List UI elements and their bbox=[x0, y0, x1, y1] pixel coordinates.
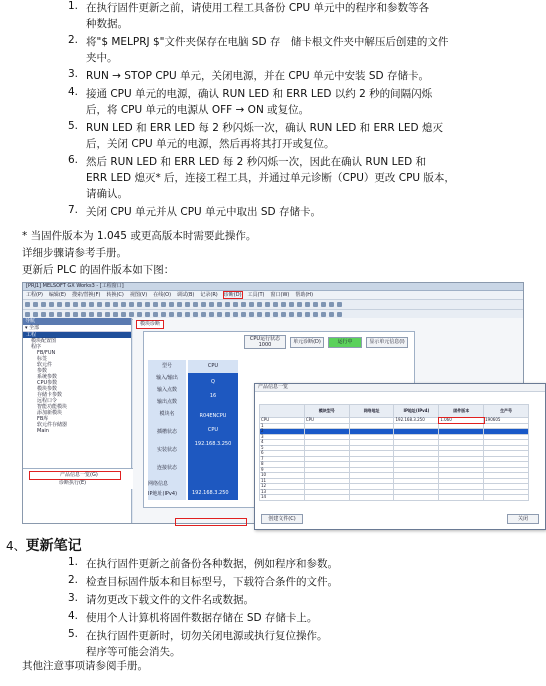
toolbar-icon[interactable] bbox=[41, 302, 46, 307]
toolbar-icon[interactable] bbox=[73, 302, 78, 307]
table-header: 固件版本 bbox=[439, 405, 484, 418]
show-unit-info-button[interactable]: 显示单元信息(I) bbox=[366, 337, 408, 348]
toolbar-icon[interactable] bbox=[57, 302, 62, 307]
toolbar-icon[interactable] bbox=[49, 302, 54, 307]
table-cell: 1 bbox=[260, 423, 305, 429]
footer-text: 其他注意事项请参阅手册。 bbox=[22, 660, 148, 672]
toolbar-icon[interactable] bbox=[41, 312, 46, 317]
toolbar-icon[interactable] bbox=[57, 312, 62, 317]
step-number: 3. bbox=[67, 592, 78, 604]
tab-module-diagnostics[interactable]: 模块诊断 bbox=[136, 320, 164, 329]
table-cell bbox=[304, 495, 349, 501]
module-value: 16 bbox=[209, 393, 217, 399]
toolbar-icon[interactable] bbox=[241, 302, 246, 307]
toolbar-icon[interactable] bbox=[209, 302, 214, 307]
toolbar-icon[interactable] bbox=[265, 302, 270, 307]
step-text: 在执行固件更新之前，请使用工程工具备份 CPU 单元中的程序和参数等各 bbox=[86, 2, 430, 14]
toolbar-icon[interactable] bbox=[257, 312, 262, 317]
window-titlebar: [PRJ1] MELSOFT GX Works3 - [工程窗口] bbox=[23, 283, 523, 291]
highlight-product-list bbox=[175, 518, 247, 526]
module-label: 插槽状态 bbox=[156, 429, 177, 435]
toolbar-icon[interactable] bbox=[105, 312, 110, 317]
toolbar-icon[interactable] bbox=[25, 312, 30, 317]
toolbar-icon[interactable] bbox=[321, 302, 326, 307]
table-header: 模块型号 bbox=[304, 405, 349, 418]
step-number: 5. bbox=[67, 120, 78, 132]
run-diagnostics-item[interactable]: 诊断执行(E) bbox=[59, 480, 87, 486]
menu-item[interactable]: 视图(V) bbox=[129, 292, 148, 298]
toolbar-icon[interactable] bbox=[81, 312, 86, 317]
step-text: 请确认。 bbox=[86, 188, 128, 200]
module-value: CPU bbox=[207, 427, 219, 433]
step-text: 夹中。 bbox=[86, 52, 118, 64]
table-cell: 7 bbox=[260, 456, 305, 462]
close-button[interactable]: 关闭 bbox=[507, 514, 539, 524]
step-number: 2. bbox=[67, 574, 78, 586]
toolbar-icon[interactable] bbox=[217, 302, 222, 307]
create-file-button[interactable]: 创建文件(C) bbox=[261, 514, 303, 524]
step-text: 使用个人计算机将固件数据存储在 SD 存储卡上。 bbox=[86, 612, 318, 624]
toolbar-icon[interactable] bbox=[49, 312, 54, 317]
step-text: 接通 CPU 单元的电源，确认 RUN LED 和 ERR LED 以约 2 秒的间隔闪烁 bbox=[86, 88, 433, 100]
toolbar-icon[interactable] bbox=[153, 312, 158, 317]
table-cell: 13 bbox=[260, 489, 305, 495]
nav-tree-item[interactable]: FB/FUN bbox=[37, 350, 56, 356]
toolbar-icon[interactable] bbox=[297, 312, 302, 317]
module-label: 输出点数 bbox=[156, 399, 177, 405]
toolbar-icon[interactable] bbox=[313, 302, 318, 307]
menu-item[interactable]: 调试(B) bbox=[177, 292, 195, 298]
toolbar-icon[interactable] bbox=[225, 302, 230, 307]
toolbar-icon[interactable] bbox=[145, 302, 150, 307]
step-text: 在执行固件更新之前备份各种数据，例如程序和参数。 bbox=[86, 558, 338, 570]
dialog-title: 产品信息一览 bbox=[255, 384, 545, 392]
module-value: R04ENCPU bbox=[199, 413, 227, 419]
step-number: 7. bbox=[67, 204, 78, 216]
toolbar-icon[interactable] bbox=[297, 302, 302, 307]
toolbar-icon[interactable] bbox=[177, 312, 182, 317]
toolbar-icon[interactable] bbox=[121, 302, 126, 307]
table-cell: 1.060 bbox=[439, 418, 484, 424]
toolbar-icon[interactable] bbox=[81, 302, 86, 307]
table-cell bbox=[484, 495, 529, 501]
toolbar-icon[interactable] bbox=[129, 312, 134, 317]
table-cell: 10 bbox=[260, 473, 305, 479]
step-number: 3. bbox=[67, 68, 78, 80]
toolbar-icon[interactable] bbox=[281, 302, 286, 307]
step-text: 关闭 CPU 单元并从 CPU 单元中取出 SD 存储卡。 bbox=[86, 206, 321, 218]
table-cell: 2 bbox=[260, 429, 305, 435]
toolbar-icon[interactable] bbox=[169, 312, 174, 317]
toolbar-icon[interactable] bbox=[153, 302, 158, 307]
step-number: 4. bbox=[67, 610, 78, 622]
toolbar-icon[interactable] bbox=[113, 302, 118, 307]
module-label: 输入/输出 bbox=[156, 375, 178, 381]
step-number: 1. bbox=[67, 556, 78, 568]
product-info-dialog bbox=[254, 383, 546, 530]
toolbar-icon[interactable] bbox=[289, 302, 294, 307]
table-cell: 11 bbox=[260, 478, 305, 484]
toolbar-icon[interactable] bbox=[193, 312, 198, 317]
toolbar-icon[interactable] bbox=[201, 302, 206, 307]
toolbar-icon[interactable] bbox=[105, 302, 110, 307]
toolbar-icon[interactable] bbox=[177, 302, 182, 307]
table-cell bbox=[394, 495, 439, 501]
nav-tree-item[interactable]: 软元件 bbox=[37, 362, 53, 368]
ipv4-value: 192.168.3.250 bbox=[192, 490, 229, 496]
toolbar-icon[interactable] bbox=[249, 312, 254, 317]
menu-item[interactable]: 诊断(D) bbox=[223, 292, 242, 298]
toolbar-icon[interactable] bbox=[273, 312, 278, 317]
module-label: 实装状态 bbox=[156, 447, 177, 453]
bottom-list bbox=[23, 468, 133, 489]
nav-tree-item[interactable]: 远程口令 bbox=[37, 398, 58, 404]
toolbar-icon[interactable] bbox=[305, 302, 310, 307]
toolbar-icon[interactable] bbox=[217, 312, 222, 317]
ipv4-label: IP地址(IPv4) bbox=[148, 491, 178, 497]
toolbar-icon[interactable] bbox=[273, 302, 278, 307]
table-header: IP地址(IPv4) bbox=[394, 405, 439, 418]
step-text: 检查目标固件版本和目标型号，下载符合条件的文件。 bbox=[86, 576, 338, 588]
step-text: 将"$ MELPRJ $"文件夹保存在电脑 SD 存 储卡根文件夹中解压后创建的文件 bbox=[86, 36, 449, 48]
step-text: 然后 RUN LED 和 ERR LED 每 2 秒闪烁一次，因此在确认 RUN LED 和 bbox=[86, 156, 426, 168]
toolbar-icon[interactable] bbox=[73, 312, 78, 317]
main-area bbox=[133, 318, 528, 523]
table-cell: 8 bbox=[260, 462, 305, 468]
toolbar-icon[interactable] bbox=[209, 312, 214, 317]
module-label-column bbox=[148, 360, 186, 500]
step-text: 请勿更改下载文件的文件名或数据。 bbox=[86, 594, 254, 606]
toolbar-icon[interactable] bbox=[185, 302, 190, 307]
table-cell: CPU bbox=[304, 418, 349, 424]
unit-diagnostics-button[interactable]: 单元诊断(D) bbox=[290, 337, 324, 348]
toolbar-icon[interactable] bbox=[65, 302, 70, 307]
toolbar-icon[interactable] bbox=[97, 302, 102, 307]
toolbar-icon[interactable] bbox=[337, 302, 342, 307]
toolbar-icon[interactable] bbox=[265, 312, 270, 317]
module-label: 连接状态 bbox=[156, 465, 177, 471]
cpu-status-box: CPU运行状态 1000 bbox=[244, 335, 286, 349]
menu-item[interactable]: 转换(C) bbox=[106, 292, 124, 298]
toolbar-icon[interactable] bbox=[321, 312, 326, 317]
toolbar-icon[interactable] bbox=[313, 312, 318, 317]
step-text: 种数据。 bbox=[86, 18, 128, 30]
step-number: 1. bbox=[67, 0, 78, 12]
toolbar-icon[interactable] bbox=[329, 302, 334, 307]
nav-tree-item[interactable]: 软元件存储器 bbox=[37, 422, 68, 428]
toolbar-icon[interactable] bbox=[161, 302, 166, 307]
toolbar-icon[interactable] bbox=[329, 312, 334, 317]
nav-tree-item[interactable]: Main bbox=[37, 428, 49, 434]
menu-item[interactable]: 记录(R) bbox=[200, 292, 218, 298]
table-cell bbox=[349, 495, 394, 501]
menu-bar bbox=[23, 291, 523, 299]
running-indicator: 运行中 bbox=[328, 337, 362, 348]
toolbar-icon[interactable] bbox=[89, 312, 94, 317]
toolbar-icon[interactable] bbox=[113, 312, 118, 317]
toolbar-icon[interactable] bbox=[161, 312, 166, 317]
toolbar-icon[interactable] bbox=[169, 302, 174, 307]
table-cell: 4 bbox=[260, 440, 305, 446]
note-line: * 当固件版本为 1.045 或更高版本时需要此操作。 bbox=[22, 230, 257, 242]
toolbar-icon[interactable] bbox=[241, 312, 246, 317]
note-line: 详细步骤请参考手册。 bbox=[22, 247, 127, 259]
toolbar-icon[interactable] bbox=[289, 312, 294, 317]
nav-tree-item[interactable]: 标签 bbox=[37, 356, 48, 362]
toolbar-icon[interactable] bbox=[337, 312, 342, 317]
menu-item[interactable]: 搜索/替换(F) bbox=[71, 292, 101, 298]
toolbar-icon[interactable] bbox=[233, 312, 238, 317]
table-cell: 190605 bbox=[484, 418, 529, 424]
toolbar-icon[interactable] bbox=[129, 302, 134, 307]
module-value: Q bbox=[211, 379, 215, 385]
step-text: RUN → STOP CPU 单元，关闭电源，并在 CPU 单元中安装 SD 存储卡。 bbox=[86, 70, 429, 82]
table-cell: 192.168.3.250 bbox=[394, 418, 439, 424]
toolbar-icon[interactable] bbox=[89, 302, 94, 307]
table-cell: 5 bbox=[260, 445, 305, 451]
step-text: 程序等可能会消失。 bbox=[86, 646, 181, 658]
toolbar-icon[interactable] bbox=[137, 302, 142, 307]
step-text: 后，将 CPU 单元的电源从 OFF → ON 或复位。 bbox=[86, 104, 310, 116]
table-row[interactable] bbox=[260, 495, 529, 501]
menu-item[interactable]: 窗口(W) bbox=[270, 292, 290, 298]
table-header: 生产号 bbox=[484, 405, 529, 418]
step-text: RUN LED 和 ERR LED 每 2 秒闪烁一次，确认 RUN LED 和 ERR LED 熄灭 bbox=[86, 122, 443, 134]
toolbar-icon[interactable] bbox=[25, 302, 30, 307]
toolbar-icon[interactable] bbox=[193, 302, 198, 307]
nav-tree-item[interactable]: 存储卡参数 bbox=[37, 392, 63, 398]
nav-tree-item[interactable]: 模块参数 bbox=[37, 386, 58, 392]
toolbar-icon[interactable] bbox=[305, 312, 310, 317]
toolbar-icon[interactable] bbox=[137, 312, 142, 317]
nav-tree-item[interactable]: 模块配置图 bbox=[31, 338, 57, 344]
product-info-list-button[interactable]: 产品信息一览(G) bbox=[29, 471, 121, 480]
toolbar-icon[interactable] bbox=[257, 302, 262, 307]
menu-item[interactable]: 工程(P) bbox=[26, 292, 43, 298]
step-text: ERR LED 熄灭* 后，连接工程工具，并通过单元诊断（CPU）更改 CPU 版本， bbox=[86, 172, 455, 184]
cpu-module-column: CPU Q 16 R04ENCPU CPU 192.168.3.250 bbox=[188, 360, 238, 500]
nav-tree-item[interactable]: FB库 bbox=[37, 416, 49, 422]
table-header bbox=[260, 405, 305, 418]
toolbar-1 bbox=[23, 299, 523, 309]
toolbar-icon[interactable] bbox=[33, 302, 38, 307]
network-info-label: 网络信息 bbox=[148, 481, 169, 487]
table-cell: 9 bbox=[260, 467, 305, 473]
nav-tree-item[interactable]: 系统参数 bbox=[37, 374, 58, 380]
module-value: 192.168.3.250 bbox=[194, 441, 232, 447]
toolbar-icon[interactable] bbox=[249, 302, 254, 307]
table-cell: 12 bbox=[260, 484, 305, 490]
section-heading: 4、更新笔记 bbox=[6, 538, 82, 554]
table-cell: 6 bbox=[260, 451, 305, 457]
toolbar-icon[interactable] bbox=[121, 312, 126, 317]
nav-tree-item[interactable]: 参数 bbox=[37, 368, 48, 374]
note-line: 更新后 PLC 的固件版本如下图： bbox=[22, 264, 175, 276]
menu-item[interactable]: 在线(O) bbox=[153, 292, 172, 298]
nav-header: 导航 bbox=[23, 318, 131, 325]
table-cell bbox=[439, 495, 484, 501]
toolbar-icon[interactable] bbox=[281, 312, 286, 317]
module-label: 模块名 bbox=[159, 411, 175, 417]
step-text: 在执行固件更新时，切勿关闭电源或执行复位操作。 bbox=[86, 630, 328, 642]
module-label: 型号 bbox=[161, 363, 172, 369]
step-number: 5. bbox=[67, 628, 78, 640]
step-number: 2. bbox=[67, 34, 78, 46]
nav-tree-item[interactable]: 工程 bbox=[23, 332, 131, 338]
nav-tree-item[interactable]: 程序 bbox=[31, 344, 42, 350]
toolbar-icon[interactable] bbox=[97, 312, 102, 317]
gx-works3-screenshot bbox=[22, 282, 528, 524]
toolbar-icon[interactable] bbox=[233, 302, 238, 307]
navigation-pane bbox=[23, 318, 132, 523]
nav-tree-item[interactable]: 添加新模块 bbox=[37, 410, 63, 416]
toolbar-icon[interactable] bbox=[201, 312, 206, 317]
menu-item[interactable]: 工具(T) bbox=[247, 292, 265, 298]
step-text: 后，关闭 CPU 单元的电源，然后再将其打开或复位。 bbox=[86, 138, 335, 150]
toolbar-icon[interactable] bbox=[225, 312, 230, 317]
step-number: 4. bbox=[67, 86, 78, 98]
table-cell: 14 bbox=[260, 495, 305, 501]
toolbar-icon[interactable] bbox=[33, 312, 38, 317]
toolbar-icon[interactable] bbox=[145, 312, 150, 317]
table-cell: 3 bbox=[260, 434, 305, 440]
menu-item[interactable]: 编辑(E) bbox=[48, 292, 66, 298]
nav-filter[interactable]: ▾ 全部 bbox=[23, 325, 131, 332]
nav-tree-item[interactable]: 智能功能模块 bbox=[37, 404, 68, 410]
module-label: 输入点数 bbox=[156, 387, 177, 393]
step-number: 6. bbox=[67, 154, 78, 166]
table-cell: CPU bbox=[260, 418, 305, 424]
nav-tree-item[interactable]: CPU参数 bbox=[37, 380, 58, 386]
toolbar-icon[interactable] bbox=[185, 312, 190, 317]
product-info-table bbox=[259, 404, 529, 501]
table-header: 网络地址 bbox=[349, 405, 394, 418]
menu-item[interactable]: 帮助(H) bbox=[295, 292, 314, 298]
toolbar-icon[interactable] bbox=[65, 312, 70, 317]
